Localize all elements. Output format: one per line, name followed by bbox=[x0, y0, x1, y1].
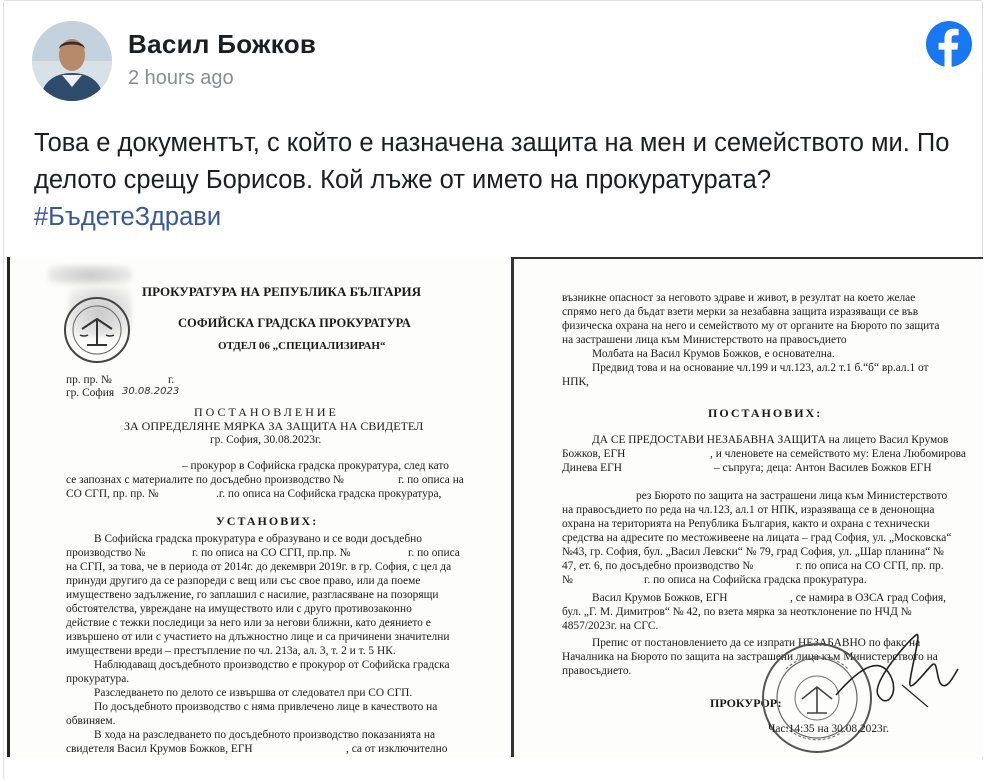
doc-text-line: извършено от или с участието на длъжностно лице и са причинени значителни bbox=[66, 631, 450, 643]
doc-title-date: гр. София, 30.08.2023г. bbox=[210, 434, 322, 446]
doc-text-line: рез Бюрото по защита на застрашени лица към Министерството bbox=[636, 490, 948, 502]
doc-text-line: правосъдието. bbox=[562, 665, 632, 677]
doc-text-line: г. по описа на Софийска градска прокуратура. bbox=[644, 574, 867, 586]
doc-text-line: НПК, bbox=[562, 376, 589, 388]
doc-text-line: свидетеля Васил Крумов Божков, ЕГН bbox=[66, 743, 253, 755]
doc-text-line: се запознах с материалите по досъдебно производство № bbox=[66, 474, 344, 486]
doc-text-line: – прокурор в Софийска градска прокуратура, след като bbox=[182, 460, 449, 472]
post-footer bbox=[4, 759, 984, 781]
doc-text-line: г. по описа на СО СГП, пр. пр. bbox=[796, 560, 944, 572]
prosecution-emblem-icon bbox=[60, 293, 134, 372]
doc-header-department: ОТДЕЛ 06 „СПЕЦИАЛИЗИРАН“ bbox=[218, 340, 386, 352]
doc-text-line: № bbox=[562, 574, 573, 586]
doc-text-line: Васил Крумов Божков, ЕГН bbox=[592, 592, 728, 604]
post-body: Това е документът, с който е назначена защита на мен и семейството ми. По делото срещу Борисов. Кой лъже от името на прокуратурата? bbox=[34, 129, 950, 194]
doc-text-line: ДА СЕ ПРЕДОСТАВИ НЕЗАБАВНА ЗАЩИТА на лицето Васил Крумов bbox=[592, 434, 949, 446]
author-avatar[interactable] bbox=[32, 21, 112, 101]
doc-text-line: физическа охрана на него и семейството му от органите на Бюрото по защита bbox=[562, 320, 940, 332]
doc-text-line: охрана на територията на Република България, както и охрана с технически bbox=[562, 518, 930, 530]
document-page-left bbox=[7, 257, 504, 757]
doc-text-line: .г. по описа на Софийска градска прокуратура, bbox=[216, 488, 442, 500]
facebook-post bbox=[3, 0, 983, 780]
doc-text-line: спрямо него да бъдат взети мерки за незабавна защита изразяващи се във bbox=[562, 306, 919, 318]
doc-text-line: Динева ЕГН bbox=[562, 462, 622, 474]
doc-hour-stamp: Час:14:35 на 30.08.2023г. bbox=[768, 723, 889, 735]
doc-text-line: принуди другиго да се разпореди с вещ или със свое право, или да поеме bbox=[66, 575, 421, 587]
doc-ref-handwritten-date: 30.08.2023 bbox=[122, 386, 180, 397]
blurred-header-mark bbox=[48, 265, 132, 285]
doc-text-line: средства на адресите по местоживеене на лицата – град София, ул. „Московска“ bbox=[562, 532, 952, 544]
doc-prosecutor-label: ПРОКУРОР: bbox=[710, 696, 782, 710]
doc-text-line: , се намира в ОЗСА град София, bbox=[790, 592, 947, 604]
doc-text-line: 4857/2023г. на СГС. bbox=[562, 620, 659, 632]
doc-text-line: действие с тежки последици за него или за негови ближни, като деянието е bbox=[66, 617, 431, 629]
doc-title-resolution: ПОСТАНОВЛЕНИЕ bbox=[194, 405, 339, 419]
doc-text-line: имуществени вреди – престъпление по чл. 213а, ал. 3, т. 2 и т. 5 НК. bbox=[66, 645, 396, 657]
doc-text-line: Началника на Бюрото по защита на застрашени лица към Министерството на bbox=[562, 651, 938, 663]
doc-text-line: на правосъдието по реда на чл.123, ал.1 от НПК, изразяваща се в денонощна bbox=[562, 504, 935, 516]
doc-header-sgp: СОФИЙСКА ГРАДСКА ПРОКУРАТУРА bbox=[178, 316, 411, 330]
doc-text-line: По досъдебното производство с няма привлечено лице в качеството на bbox=[94, 701, 438, 713]
doc-text-line: възникне опасност за неговото здраве и живот, в резултат на което желае bbox=[562, 292, 916, 304]
doc-section-established: УСТАНОВИХ: bbox=[216, 514, 319, 528]
doc-text-line: г. по описа на bbox=[398, 474, 464, 486]
doc-text-line: прокуратура. bbox=[66, 673, 130, 685]
author-name[interactable]: Васил Божков bbox=[128, 29, 317, 59]
doc-ref-city: гр. София bbox=[66, 387, 115, 399]
doc-section-ordered: ПОСТАНОВИХ: bbox=[708, 406, 823, 420]
page-edge bbox=[514, 257, 983, 265]
doc-text-line: г. по описа на СО СГП, пр.пр. № bbox=[192, 547, 351, 559]
doc-text-line: 47, ет. 6, по досъдебно производство № bbox=[562, 560, 754, 572]
doc-text-line: на СГП, за това, че в периода от 2014г. до декември 2019г. в гр. София, с цел да bbox=[66, 561, 452, 573]
handwritten-signature-icon bbox=[832, 625, 962, 730]
doc-text-line: , са от изключително bbox=[346, 743, 448, 755]
hashtag-link[interactable]: #БъдетеЗдрави bbox=[34, 203, 222, 231]
post-text bbox=[34, 125, 974, 236]
doc-text-line: – съпруга; деца: Антон Василев Божков ЕГН bbox=[714, 462, 932, 474]
doc-text-line: имуществено задължение, го заплашил с насилие, разгласяване на позорящи bbox=[66, 589, 439, 601]
doc-text-line: Молбата на Васил Крумов Божков, е основателна. bbox=[592, 348, 835, 360]
doc-header-prosecution: ПРОКУРАТУРА НА РЕПУБЛИКА БЪЛГАРИЯ bbox=[142, 284, 422, 299]
doc-text-line: Божков, ЕГН bbox=[562, 448, 626, 460]
doc-text-line: Препис от постановлението да се изпрати НЕЗАБАВНО по факс на bbox=[592, 637, 921, 649]
attached-document-image[interactable] bbox=[7, 257, 983, 757]
doc-text-line: производство № bbox=[66, 547, 146, 559]
doc-text-line: В хода на разследването по досъдебното производство показанията на bbox=[94, 729, 436, 741]
doc-text-line: СО СГП, пр. пр. № bbox=[66, 488, 159, 500]
doc-text-line: В Софийска градска прокуратура е образувано и се води досъдебно bbox=[94, 533, 422, 545]
facebook-logo-icon[interactable] bbox=[926, 21, 972, 67]
doc-text-line: г. по описа bbox=[408, 547, 460, 559]
doc-text-line: бул. „Г. М. Димитров“ № 42, по взета мярка за неотклонение по НЧД № bbox=[562, 606, 912, 618]
doc-ref-number: пр. пр. № bbox=[66, 374, 112, 386]
doc-text-line: Наблюдаващ досъдебното производство е прокурор от Софийска градска bbox=[94, 659, 450, 671]
doc-text-line: обвиняем. bbox=[66, 715, 116, 727]
post-timestamp[interactable]: 2 hours ago bbox=[128, 67, 234, 89]
document-page-right bbox=[511, 257, 983, 757]
doc-text-line: обстоятелства, увреждане на имуществото или с друго противозаконно bbox=[66, 603, 412, 615]
doc-title-subject: ЗА ОПРЕДЕЛЯНЕ МЯРКА ЗА ЗАЩИТА НА СВИДЕТЕЛ bbox=[124, 419, 424, 433]
doc-text-line: на застрашени лица към Министерството на правосъдието bbox=[562, 334, 847, 346]
doc-text-line: Разследването по делото се извършва от следовател при СО СГП. bbox=[94, 687, 413, 699]
doc-text-line: Предвид това и на основание чл.199 и чл.123, ал.2 т.1 б.“б“ вр.ал.1 от bbox=[592, 362, 929, 374]
doc-ref-year: г. bbox=[168, 374, 175, 386]
doc-text-line: , и членовете на семейството му: Елена Любомирова bbox=[710, 448, 966, 460]
doc-text-line: №43, гр. София, бул. „Васил Левски“ № 79, град София, ул. „Шар планина“ № bbox=[562, 546, 944, 558]
